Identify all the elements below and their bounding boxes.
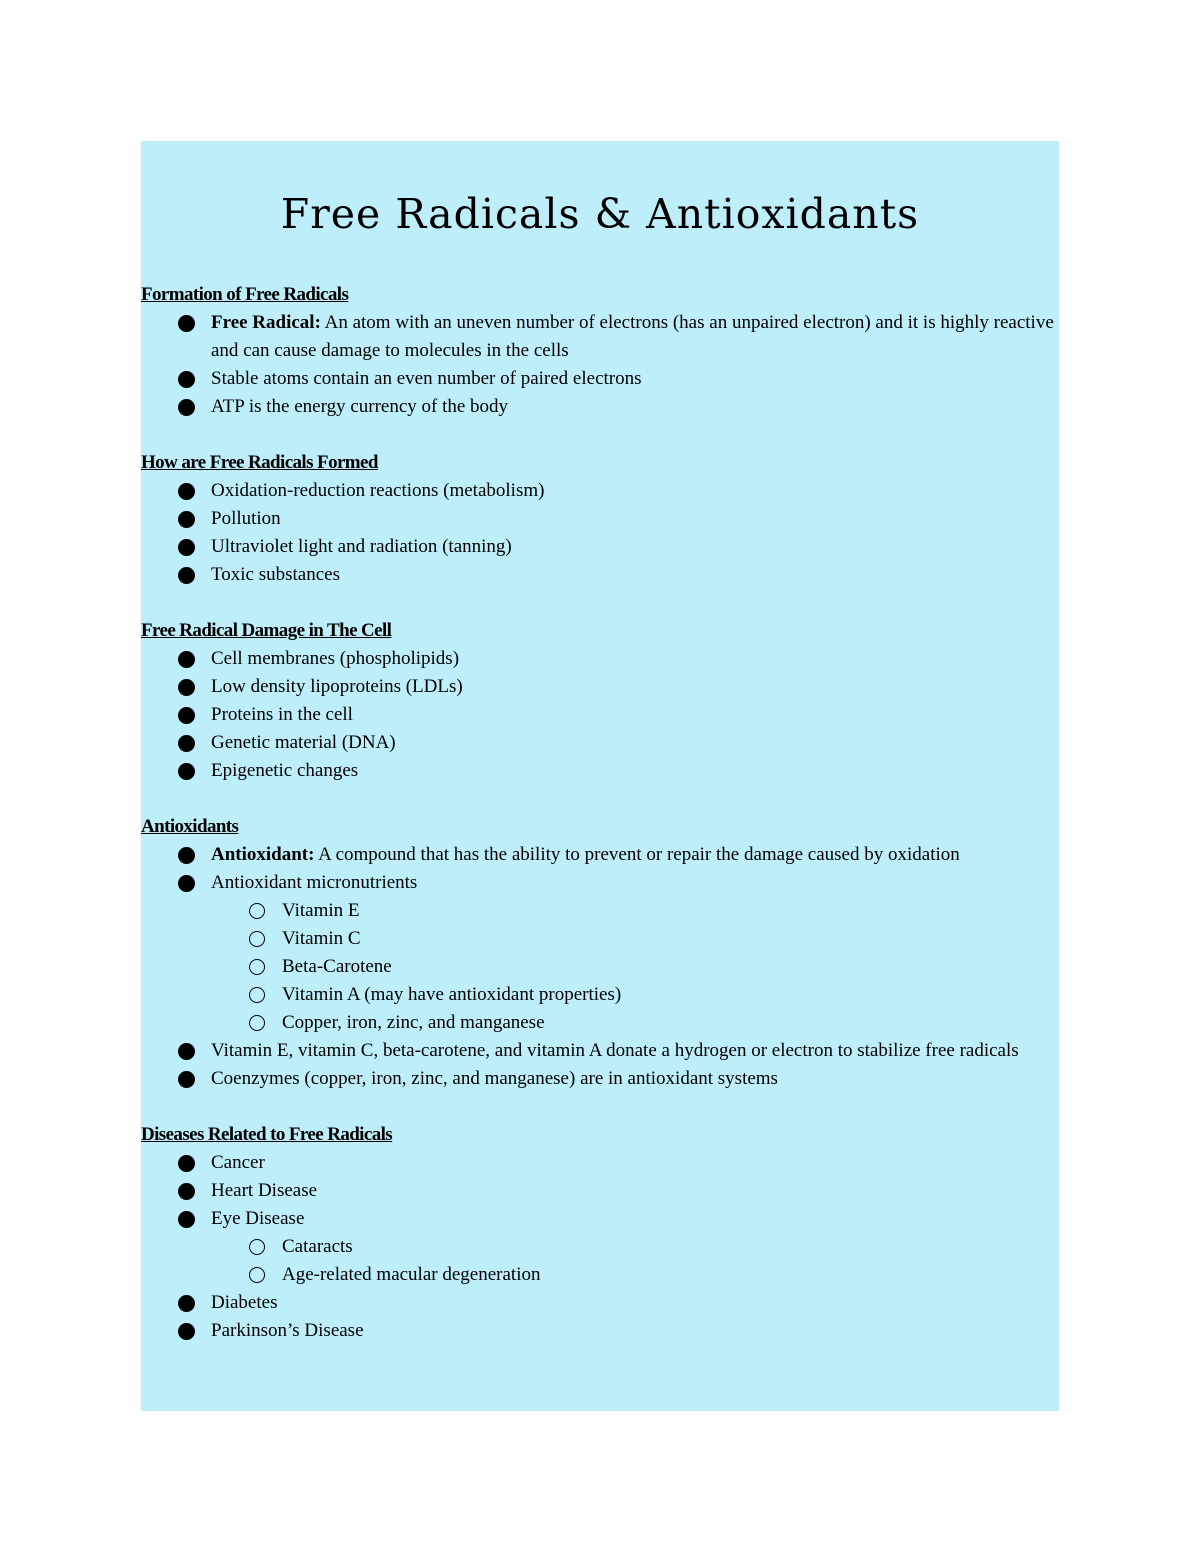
bullet-list xyxy=(141,841,1059,897)
item-text: Ultraviolet light and radiation (tanning) xyxy=(211,536,512,557)
section-how-formed xyxy=(141,449,1059,589)
item-text: Vitamin A (may have antioxidant properties) xyxy=(282,984,622,1005)
item-text: Coenzymes (copper, iron, zinc, and manganese) are in antioxidant systems xyxy=(211,1068,778,1089)
bullet-icon xyxy=(178,1071,195,1088)
list-item xyxy=(141,757,1059,785)
bullet-icon xyxy=(178,847,195,864)
document-body xyxy=(141,281,1059,1345)
item-text: Parkinson’s Disease xyxy=(211,1320,364,1341)
bullet-icon xyxy=(178,371,195,388)
list-item xyxy=(141,645,1059,673)
bullet-icon xyxy=(178,679,195,696)
item-text: Oxidation-reduction reactions (metabolism) xyxy=(211,480,545,501)
bullet-icon xyxy=(178,399,195,416)
item-text: Vitamin C xyxy=(282,928,361,949)
section-formation xyxy=(141,281,1059,421)
bullet-icon xyxy=(178,875,195,892)
bullet-icon xyxy=(178,735,195,752)
bullet-icon xyxy=(178,1211,195,1228)
section-heading: How are Free Radicals Formed xyxy=(141,452,378,473)
list-item xyxy=(141,477,1059,505)
term-label: Antioxidant: xyxy=(211,844,315,865)
list-item xyxy=(141,701,1059,729)
item-text: Toxic substances xyxy=(211,564,341,585)
item-text: Stable atoms contain an even number of paired electrons xyxy=(211,368,642,389)
bullet-list xyxy=(141,645,1059,785)
section-heading: Diseases Related to Free Radicals xyxy=(141,1124,393,1145)
sub-list-item xyxy=(141,1261,1059,1289)
item-text: Cell membranes (phospholipids) xyxy=(211,648,460,669)
list-item xyxy=(141,393,1059,421)
item-text: A compound that has the ability to prevent or repair the damage caused by oxidation xyxy=(314,844,960,865)
list-item xyxy=(141,561,1059,589)
bullet-list xyxy=(141,309,1059,421)
list-item xyxy=(141,673,1059,701)
list-item xyxy=(141,841,1059,869)
section-heading: Antioxidants xyxy=(141,816,239,837)
section-antioxidants xyxy=(141,813,1059,1093)
item-text: Heart Disease xyxy=(211,1180,318,1201)
item-text: Cataracts xyxy=(282,1236,353,1257)
list-item xyxy=(141,1205,1059,1233)
bullet-icon xyxy=(178,707,195,724)
list-item xyxy=(141,729,1059,757)
sub-list-item xyxy=(141,1233,1059,1261)
list-item xyxy=(141,309,1059,365)
sub-list-item xyxy=(141,981,1059,1009)
list-item xyxy=(141,505,1059,533)
bullet-icon xyxy=(178,483,195,500)
list-item xyxy=(141,1065,1059,1093)
section-gap xyxy=(141,421,1059,449)
bullet-icon xyxy=(178,1183,195,1200)
term-label: Free Radical: xyxy=(211,312,321,333)
item-text: Antioxidant micronutrients xyxy=(211,872,418,893)
bullet-icon xyxy=(178,539,195,556)
bullet-icon xyxy=(178,1155,195,1172)
sub-list-item xyxy=(141,1009,1059,1037)
list-item xyxy=(141,533,1059,561)
item-text: Pollution xyxy=(211,508,281,529)
item-text: Low density lipoproteins (LDLs) xyxy=(211,676,463,697)
bullet-icon xyxy=(178,511,195,528)
section-gap xyxy=(141,589,1059,617)
hollow-bullet-icon xyxy=(249,903,265,919)
item-text: Cancer xyxy=(211,1152,265,1173)
hollow-bullet-icon xyxy=(249,1015,265,1031)
item-text: Beta-Carotene xyxy=(282,956,392,977)
section-gap xyxy=(141,785,1059,813)
section-heading: Formation of Free Radicals xyxy=(141,284,349,305)
item-text: Genetic material (DNA) xyxy=(211,732,396,753)
item-text: Proteins in the cell xyxy=(211,704,353,725)
bullet-list xyxy=(141,1149,1059,1233)
bullet-icon xyxy=(178,315,195,332)
hollow-bullet-icon xyxy=(249,987,265,1003)
bullet-icon xyxy=(178,1043,195,1060)
sub-list-item xyxy=(141,897,1059,925)
sub-bullet-list xyxy=(141,1233,1059,1289)
list-item xyxy=(141,1317,1059,1345)
item-text: Age-related macular degeneration xyxy=(282,1264,541,1285)
bullet-list xyxy=(141,477,1059,589)
sub-list-item xyxy=(141,925,1059,953)
section-heading: Free Radical Damage in The Cell xyxy=(141,620,392,641)
page-title: Free Radicals & Antioxidants xyxy=(280,190,920,238)
list-item xyxy=(141,1037,1059,1065)
section-damage xyxy=(141,617,1059,785)
hollow-bullet-icon xyxy=(249,931,265,947)
list-item xyxy=(141,365,1059,393)
item-text: Epigenetic changes xyxy=(211,760,359,781)
list-item xyxy=(141,869,1059,897)
list-item xyxy=(141,1289,1059,1317)
item-text: Vitamin E xyxy=(282,900,360,921)
sub-bullet-list xyxy=(141,897,1059,1037)
item-text: ATP is the energy currency of the body xyxy=(211,396,509,417)
section-diseases xyxy=(141,1121,1059,1345)
bullet-icon xyxy=(178,567,195,584)
bullet-list xyxy=(141,1037,1059,1093)
item-text: Diabetes xyxy=(211,1292,278,1313)
bullet-list xyxy=(141,1289,1059,1345)
item-text: Eye Disease xyxy=(211,1208,305,1229)
bullet-icon xyxy=(178,763,195,780)
section-gap xyxy=(141,1093,1059,1121)
list-item xyxy=(141,1177,1059,1205)
bullet-icon xyxy=(178,651,195,668)
list-item xyxy=(141,1149,1059,1177)
bullet-icon xyxy=(178,1323,195,1340)
hollow-bullet-icon xyxy=(249,1267,265,1283)
item-text: An atom with an uneven number of electrons (has an unpaired electron) and it is highly reactive and can cause damage to molecules in the cells xyxy=(211,312,1054,361)
item-text: Copper, iron, zinc, and manganese xyxy=(282,1012,545,1033)
sub-list-item xyxy=(141,953,1059,981)
hollow-bullet-icon xyxy=(249,959,265,975)
bullet-icon xyxy=(178,1295,195,1312)
item-text: Vitamin E, vitamin C, beta-carotene, and vitamin A donate a hydrogen or electron to stabilize free radicals xyxy=(211,1040,1019,1061)
hollow-bullet-icon xyxy=(249,1239,265,1255)
